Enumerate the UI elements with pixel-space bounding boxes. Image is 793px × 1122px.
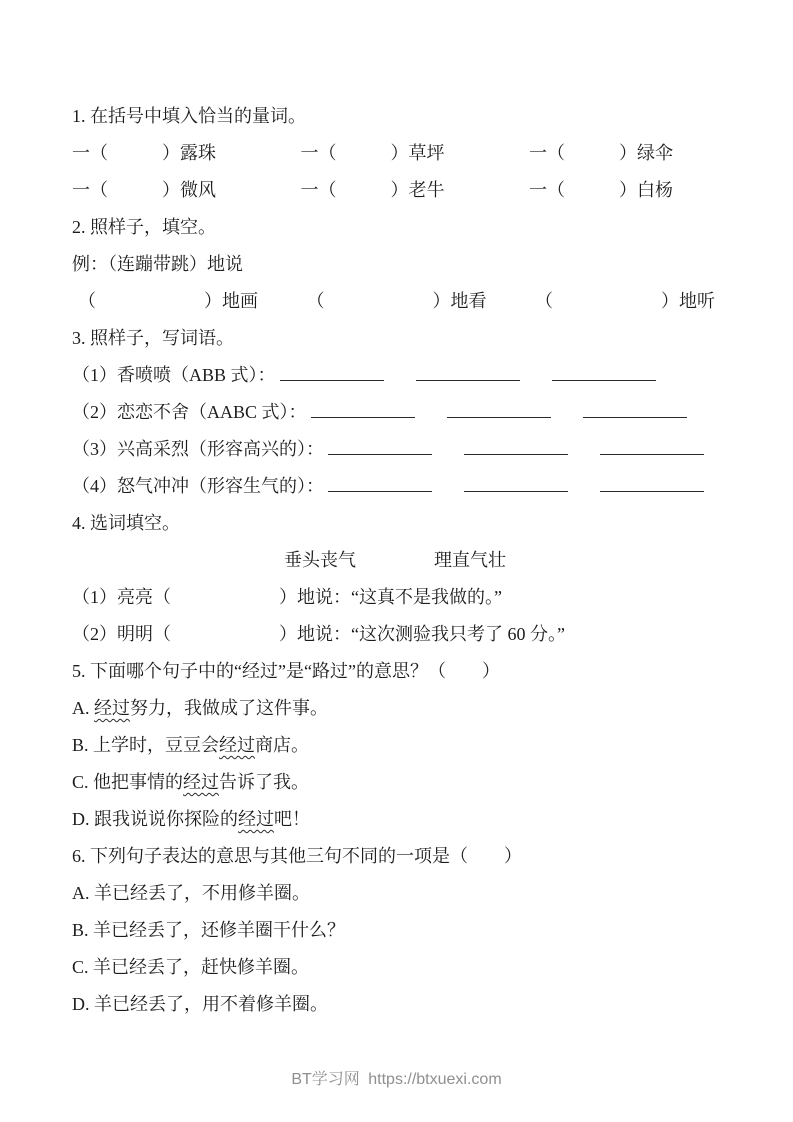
adverbial-item: （ ）地听 <box>535 291 715 311</box>
question-4-title: 4. 选词填空。 <box>72 513 180 533</box>
question-5 <box>72 653 733 838</box>
answer-blank <box>600 454 704 455</box>
q6-option-a: A. 羊已经丢了，不用修羊圈。 <box>72 883 310 903</box>
q2-example: 例：（连蹦带跳）地说 <box>72 254 243 274</box>
answer-blank <box>552 380 656 381</box>
footer-url[interactable]: https://btxuexi.com <box>368 1071 502 1088</box>
option-suffix: 努力，我做成了这件事。 <box>130 698 328 718</box>
answer-blank <box>583 417 687 418</box>
q1-row-1 <box>72 135 733 172</box>
q3-item-label: （1）香喷喷（ABB 式）： <box>72 365 276 385</box>
question-3-title: 3. 照样子，写词语。 <box>72 328 234 348</box>
marked-word: 经过 <box>94 698 130 718</box>
word-bank-item: 理直气壮 <box>434 550 506 570</box>
q3-item-1 <box>72 357 733 394</box>
option-prefix: A. <box>72 698 94 718</box>
measure-word-item: 一（ ）白杨 <box>529 180 673 200</box>
q6-option-d: D. 羊已经丢了，用不着修羊圈。 <box>72 994 328 1014</box>
question-6 <box>72 838 733 1023</box>
marked-word: 经过 <box>238 809 274 829</box>
adverbial-item: （ ）地画 <box>78 291 258 311</box>
question-4 <box>72 505 733 653</box>
marked-word: 经过 <box>219 735 256 755</box>
measure-word-item: 一（ ）绿伞 <box>529 143 673 163</box>
q5-option-a <box>72 690 733 727</box>
answer-blank <box>328 491 432 492</box>
question-1 <box>72 98 733 209</box>
option-prefix: D. 跟我说说你探险的 <box>72 809 238 829</box>
answer-blank <box>311 417 415 418</box>
footer-site-name: BT学习网 <box>291 1071 360 1088</box>
measure-word-item: 一（ ）露珠 <box>72 143 216 163</box>
q3-item-2 <box>72 394 733 431</box>
question-2-title: 2. 照样子，填空。 <box>72 217 216 237</box>
q6-option-c: C. 羊已经丢了，赶快修羊圈。 <box>72 957 310 977</box>
option-suffix: 商店。 <box>255 735 310 755</box>
word-bank-item: 垂头丧气 <box>284 550 356 570</box>
adverbial-item: （ ）地看 <box>306 291 487 311</box>
q3-item-4 <box>72 468 733 505</box>
measure-word-item: 一（ ）草坪 <box>300 143 445 163</box>
q1-row-2 <box>72 172 733 209</box>
q4-item-2: （2）明明（ ）地说：“这次测验我只考了 60 分。” <box>72 624 565 644</box>
option-suffix: 告诉了我。 <box>219 772 310 792</box>
answer-blank <box>280 380 384 381</box>
answer-blank <box>600 491 704 492</box>
answer-blank <box>464 491 568 492</box>
question-6-title: 6. 下列句子表达的意思与其他三句不同的一项是（ ） <box>72 846 522 866</box>
q3-item-label: （2）恋恋不舍（AABC 式）： <box>72 402 307 422</box>
measure-word-item: 一（ ）微风 <box>72 180 216 200</box>
option-suffix: 吧！ <box>274 809 310 829</box>
answer-blank <box>328 454 432 455</box>
question-1-title: 1. 在括号中填入恰当的量词。 <box>72 106 306 126</box>
q3-item-label: （4）怒气冲冲（形容生气的）： <box>72 476 324 496</box>
option-prefix: B. 上学时，豆豆会 <box>72 735 220 755</box>
q5-option-d <box>72 801 733 838</box>
q5-option-b <box>72 727 733 764</box>
q2-row <box>72 283 733 320</box>
answer-blank <box>416 380 520 381</box>
measure-word-item: 一（ ）老牛 <box>300 180 445 200</box>
option-prefix: C. 他把事情的 <box>72 772 184 792</box>
page-footer <box>0 1066 793 1089</box>
answer-blank <box>464 454 568 455</box>
question-3 <box>72 320 733 505</box>
q3-item-label: （3）兴高采烈（形容高兴的）： <box>72 439 324 459</box>
q3-item-3 <box>72 431 733 468</box>
marked-word: 经过 <box>183 772 220 792</box>
question-2 <box>72 209 733 320</box>
q4-item-1: （1）亮亮（ ）地说：“这真不是我做的。” <box>72 587 502 607</box>
q6-option-b: B. 羊已经丢了，还修羊圈干什么？ <box>72 920 346 940</box>
question-5-title: 5. 下面哪个句子中的“经过”是“路过”的意思？（ ） <box>72 661 500 681</box>
q5-option-c <box>72 764 733 801</box>
answer-blank <box>447 417 551 418</box>
q4-word-bank <box>72 542 733 579</box>
